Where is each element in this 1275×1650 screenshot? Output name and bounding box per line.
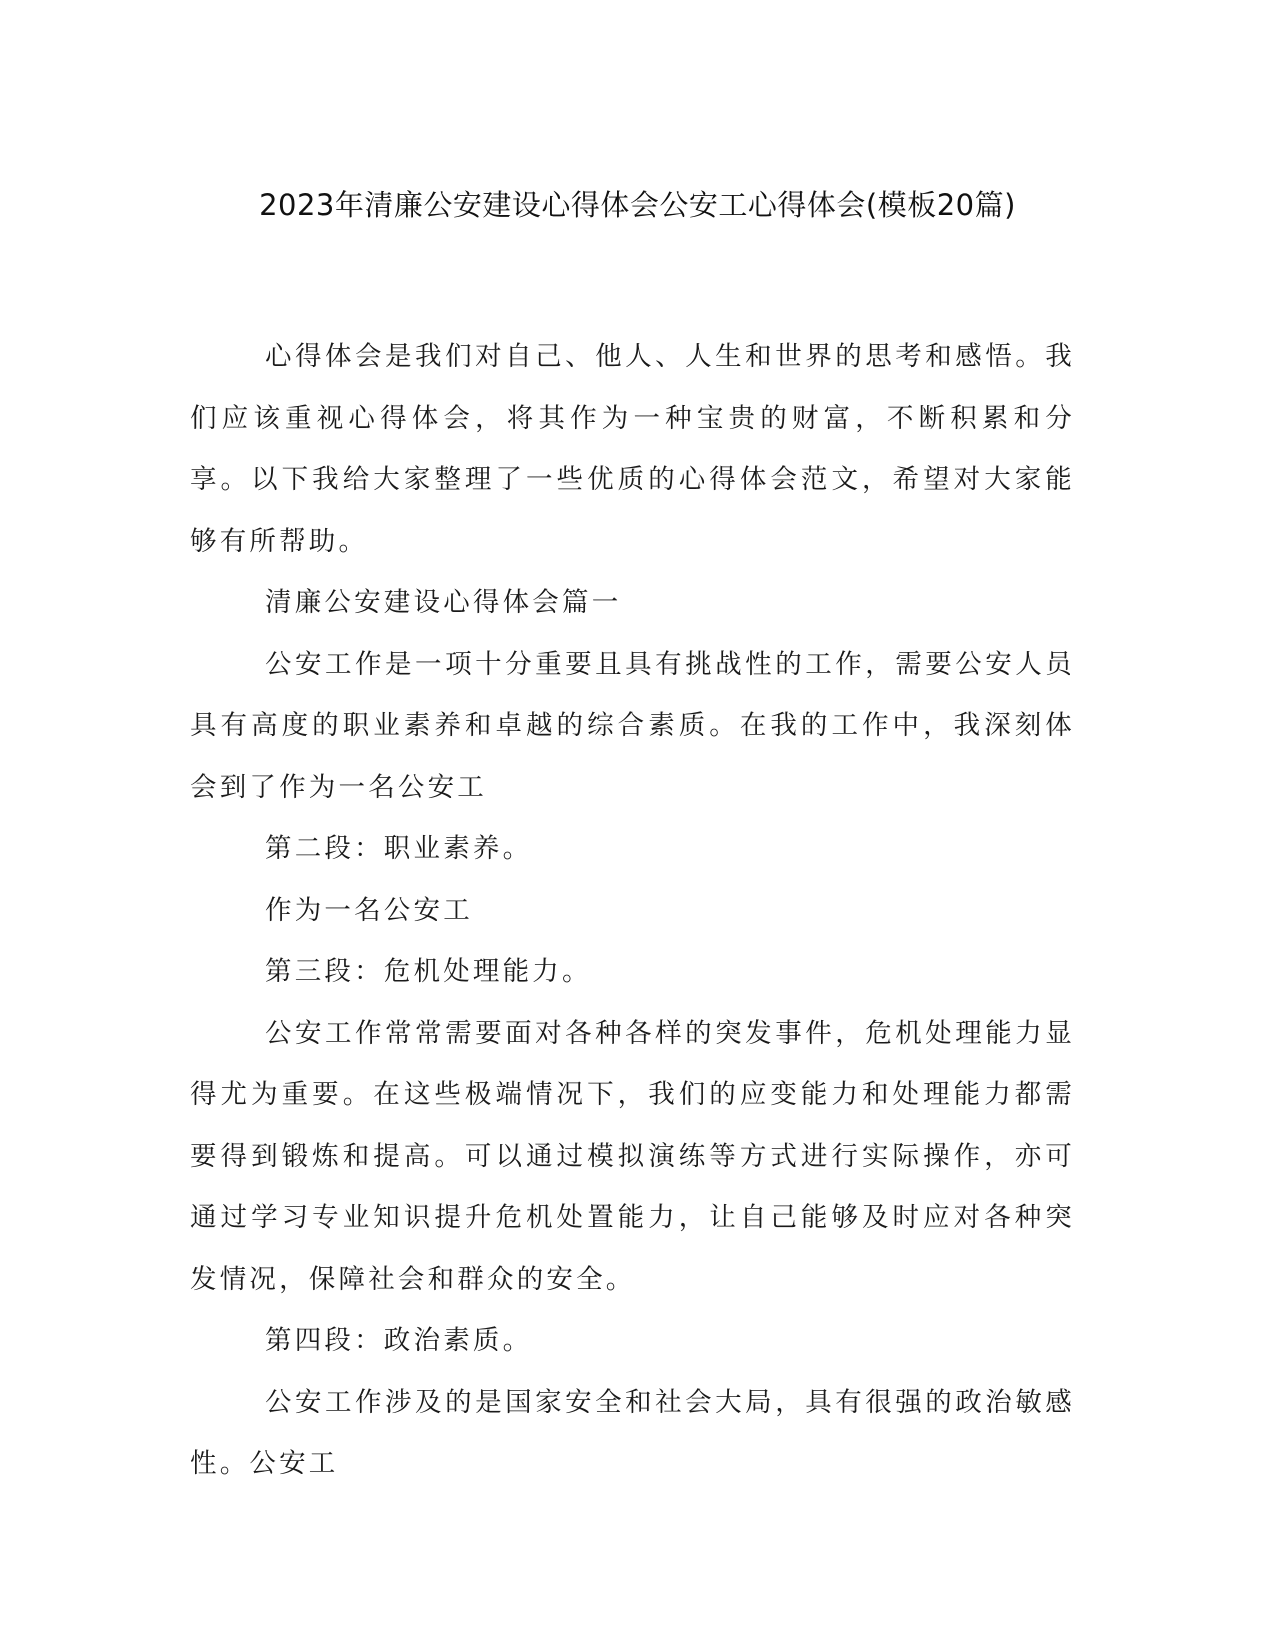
body-paragraph: 作为一名公安工 <box>265 894 473 926</box>
section-heading-political-quality: 第四段：政治素质。 <box>265 1325 533 1356</box>
intro-paragraph: 心得体会是我们对自己、他人、人生和世界的思考和感悟。我们应该重视心得体会，将其作为一种宝贵的财富，不断积累和分享。以下我给大家整理了一些优质的心得体会范文，希望对大家能够有所帮助。 <box>190 341 1075 557</box>
section-heading-crisis-handling: 第三段：危机处理能力。 <box>265 956 592 987</box>
document-body <box>190 326 1075 1495</box>
body-paragraph: 公安工作常常需要面对各种各样的突发事件，危机处理能力显得尤为重要。在这些极端情况下，我们的应变能力和处理能力都需要得到锻炼和提高。可以通过模拟演练等方式进行实际操作，亦可通过学习专业知识提升危机处置能力，让自己能够及时应对各种突发情况，保障社会和群众的安全。 <box>190 1017 1075 1295</box>
section-heading-part-one: 清廉公安建设心得体会篇一 <box>265 587 622 618</box>
body-paragraph: 公安工作涉及的是国家安全和社会大局，具有很强的政治敏感性。公安工 <box>190 1386 1075 1479</box>
document-title: 2023年清廉公安建设心得体会公安工心得体会(模板20篇) <box>259 188 1016 222</box>
section-heading-professional-quality: 第二段：职业素养。 <box>265 833 533 864</box>
body-paragraph: 公安工作是一项十分重要且具有挑战性的工作，需要公安人员具有高度的职业素养和卓越的综合素质。在我的工作中，我深刻体会到了作为一名公安工 <box>190 648 1075 803</box>
